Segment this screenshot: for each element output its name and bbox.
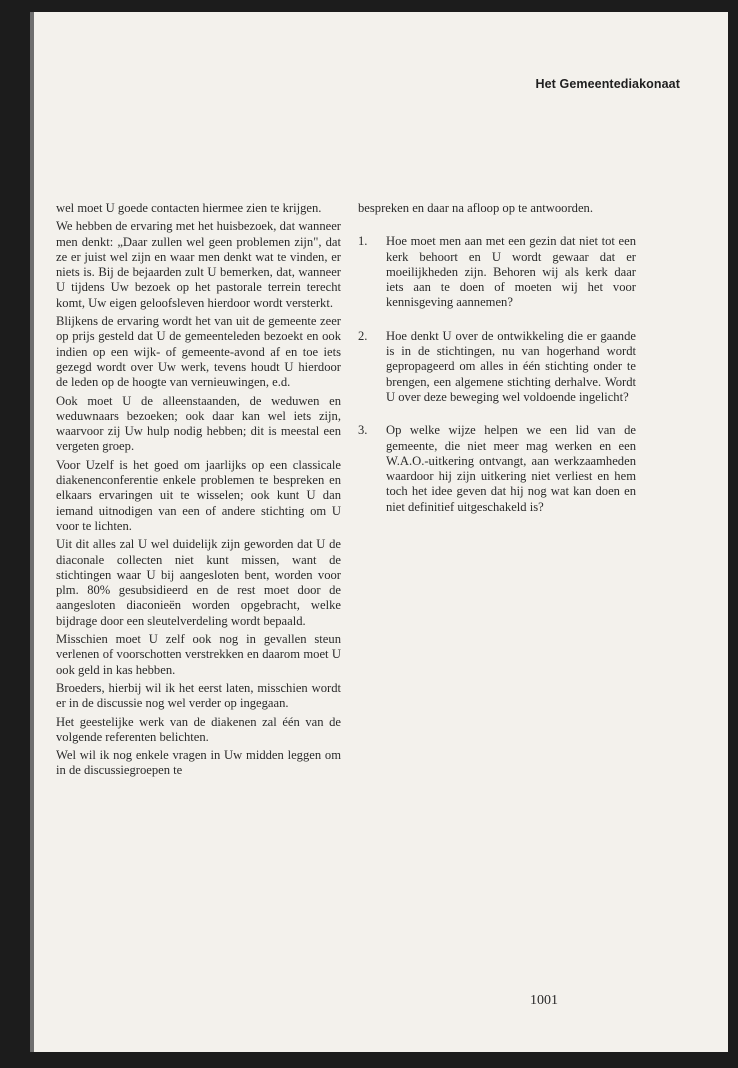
question-text: Op welke wijze helpen we een lid van de gemeente, die niet meer mag werken en een W.A.O.-uitkering ontvangt, aan werkzaamheden waardoor hij zijn uitkering niet verliest en hem toch het idee geven dat hij nog wat kan doen en niet definitief uitgeschakeld is? [386, 423, 636, 514]
question-number: 1. [358, 234, 368, 249]
question-item [358, 329, 636, 405]
page-number: 1001 [530, 993, 558, 1008]
paragraph: Ook moet U de alleenstaanden, de weduwen en weduwnaars bezoeken; ook daar kan wel iets zijn, waarvoor zij Uw hulp nodig hebben; dit is meestal een vergeten groep. [56, 393, 341, 454]
paragraph: wel moet U goede contacten hiermee zien te krijgen. [56, 201, 322, 215]
left-column [56, 201, 341, 779]
page-binding-edge [30, 12, 34, 1052]
paragraph: Blijkens de ervaring wordt het van uit de gemeente zeer op prijs gesteld dat U de gemeenteleden bezoekt en ook indien op een wijk- of gemeente-avond af en toe iets gezegd wordt over Uw werk, tevens houdt U hierdoor de leden op de hoogte van vernieuwingen, e.d. [56, 314, 341, 390]
question-number: 3. [358, 423, 368, 438]
paragraph: Wel wil ik nog enkele vragen in Uw midden leggen om in de discussiegroepen te [56, 748, 341, 778]
question-item [358, 423, 636, 515]
intro-paragraph: bespreken en daar na afloop op te antwoorden. [358, 201, 593, 215]
right-column [358, 201, 636, 533]
paragraph: Uit dit alles zal U wel duidelijk zijn geworden dat U de diaconale collecten niet kunt missen, want de stichtingen waar U bij aangesloten bent, worden voor plm. 80% gesubsidieerd en de rest moet door de aangesloten diaconieën worden opgebracht, welke bijdrage door een sleutelverdeling wordt bepaald. [56, 537, 341, 628]
paragraph: Misschien moet U zelf ook nog in gevallen steun verlenen of voorschotten verstrekken en daarom moet U ook geld in kas hebben. [56, 632, 341, 677]
question-item [358, 234, 636, 310]
paragraph: Het geestelijke werk van de diakenen zal één van de volgende referenten belichten. [56, 714, 341, 744]
paragraph: Voor Uzelf is het goed om jaarlijks op een classicale diakenenconferentie enkele problemen te bespreken en elkaars ervaringen uit te wisselen; ook kunt U dan iemand uitnodigen van een of andere stichting om U voor te lichten. [56, 457, 341, 533]
question-number: 2. [358, 328, 368, 343]
paragraph: Broeders, hierbij wil ik het eerst laten, misschien wordt er in de discussie nog wel verder op ingegaan. [56, 680, 341, 711]
question-text: Hoe denkt U over de ontwikkeling die er gaande is in de stichtingen, nu van hogerhand wordt gepropageerd om alles in één stichting onder te brengen, een algemene stichting derhalve. Wordt U over deze beweging wel voldoende ingelicht? [386, 328, 636, 404]
running-header: Het Gemeentediakonaat [535, 77, 680, 91]
question-list [358, 234, 636, 515]
question-text: Hoe moet men aan met een gezin dat niet tot een kerk behoort en U wordt gewaar dat er moeilijkheden zijn. Behoren wij als kerk daar iets aan te doen of moeten wij het voor kennisgeving aannemen? [386, 234, 636, 310]
paragraph: We hebben de ervaring met het huisbezoek, dat wanneer men denkt: „Daar zullen wel geen problemen zijn", dat ze er juist wel zijn en waar men denkt wat te vinden, er niets is. Bij de bejaarden zult U bemerken, dat, wanneer U tijdens Uw bezoek op het pastorale terrein terecht komt, Uw eigen geloofsleven hierdoor wordt versterkt. [56, 219, 341, 310]
